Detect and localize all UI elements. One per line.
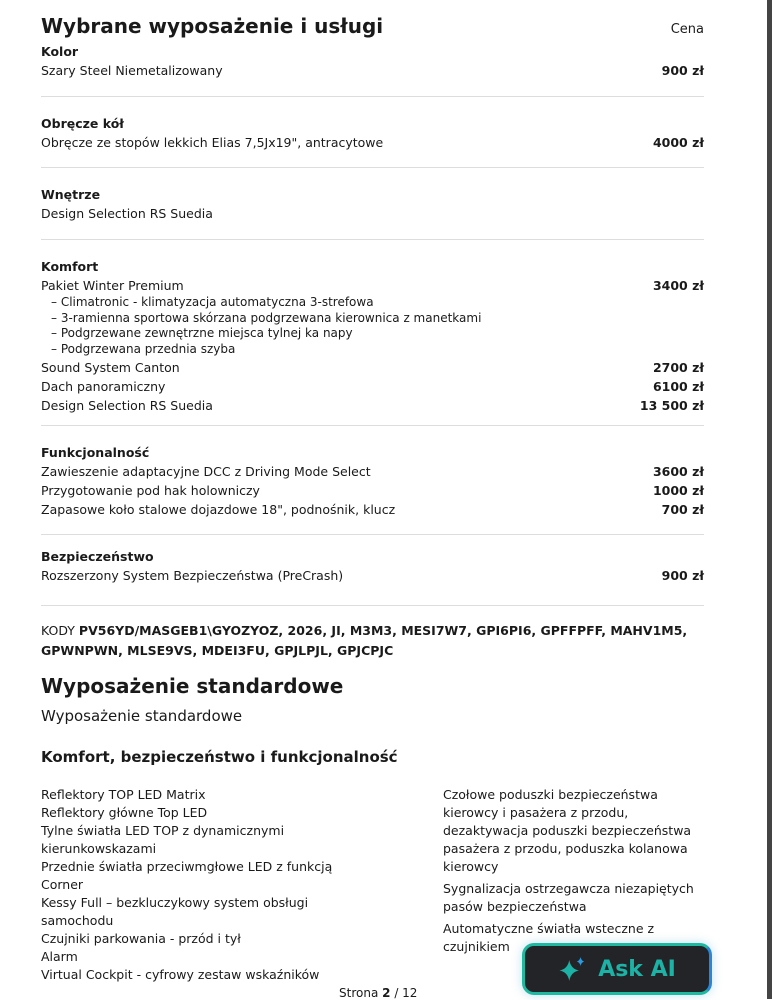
item-price: 1000 zł: [652, 483, 704, 498]
standard-item: Kessy Full – bezkluczykowy system obsługi samochodu: [41, 895, 309, 928]
item-price: 900 zł: [661, 568, 704, 583]
divider: [41, 605, 704, 606]
section-heading: Kolor: [41, 44, 79, 59]
page-number: 2: [382, 986, 391, 1000]
equipment-row: [41, 377, 704, 396]
section-2: [41, 185, 704, 223]
codes-label: KODY: [41, 623, 75, 638]
equipment-row: [41, 462, 704, 481]
item-price: 900 zł: [661, 63, 704, 78]
section-4: [41, 443, 704, 519]
equipment-row: [41, 500, 704, 519]
section-heading: Obręcze kół: [41, 116, 124, 131]
item-label: Dach panoramiczny: [41, 378, 166, 394]
subitem: – 3-ramienna sportowa skórzana podgrzewana kierownica z manetkami: [51, 310, 482, 325]
ask-ai-label: Ask AI: [598, 956, 676, 982]
standard-item: Alarm: [41, 949, 78, 964]
page-total: / 12: [394, 986, 418, 1000]
item-label: Zawieszenie adaptacyjne DCC z Driving Mode Select: [41, 464, 371, 479]
standard-item: Reflektory główne Top LED: [41, 805, 208, 820]
equipment-row: [41, 61, 704, 80]
equipment-row: [41, 204, 704, 223]
codes: [41, 621, 704, 661]
item-label: Przygotowanie pod hak holowniczy: [41, 483, 260, 498]
item-price: 4000 zł: [652, 135, 704, 150]
page-prefix: Strona: [339, 986, 379, 1000]
item-price: 13 500 zł: [639, 397, 704, 413]
standard-item: Reflektory TOP LED Matrix: [41, 787, 206, 802]
standard-item: Tylne światła LED TOP z dynamicznymi kierunkowskazami: [41, 823, 285, 856]
divider: [41, 96, 704, 97]
item-price: 3400 zł: [652, 278, 704, 293]
item-label: Szary Steel Niemetalizowany: [41, 63, 223, 78]
section-5: [41, 547, 704, 585]
divider: [41, 425, 704, 426]
item-label: Design Selection RS Suedia: [41, 206, 213, 221]
section-1: [41, 114, 704, 152]
section-3: [41, 257, 704, 415]
divider: [41, 534, 704, 535]
item-price: 700 zł: [661, 502, 704, 517]
equipment-row: [41, 276, 704, 295]
equipment-row: [41, 358, 704, 377]
item-price: 3600 zł: [652, 464, 704, 479]
standard-item: Czołowe poduszki bezpieczeństwa kierowcy i pasażera z przodu, dezaktywacja poduszki bezpieczeństwa pasażera z przodu, poduszka kolanowa kierowcy: [443, 787, 692, 874]
item-price: 2700 zł: [652, 359, 704, 375]
section-heading: Funkcjonalność: [41, 445, 150, 460]
standard-subtitle: Wyposażenie standardowe: [41, 707, 243, 725]
subitem: – Climatronic - klimatyzacja automatyczna 3-strefowa: [51, 295, 374, 309]
codes-value: PV56YD/MASGEB1\GYOZYOZ, 2026, JI, M3M3, MESI7W7, GPI6PI6, GPFFPFF, MAHV1M5, GPWNPWN, MLSE9VS, MDEI3FU, GPJLPJL, GPJCPJC: [41, 623, 688, 658]
scrollbar[interactable]: [767, 0, 772, 999]
item-label: Sound System Canton: [41, 359, 180, 375]
equipment-row: [41, 396, 704, 415]
page-indicator: [339, 986, 417, 1000]
item-label: Rozszerzony System Bezpieczeństwa (PreCrash): [41, 568, 344, 583]
divider: [41, 167, 704, 168]
item-label: Design Selection RS Suedia: [41, 397, 213, 413]
standard-list-left: [41, 786, 341, 984]
price-header: Cena: [670, 22, 704, 37]
standard-group-heading: Komfort, bezpieczeństwo i funkcjonalność: [41, 748, 398, 766]
standard-title: Wyposażenie standardowe: [41, 674, 344, 698]
standard-item: Virtual Cockpit - cyfrowy zestaw wskaźników: [41, 967, 320, 982]
subitem: – Podgrzewane zewnętrzne miejsca tylnej ka napy: [51, 326, 353, 341]
equipment-row: [41, 481, 704, 500]
item-price: 6100 zł: [652, 378, 704, 394]
standard-list-right: [443, 786, 703, 960]
standard-item: Automatyczne światła wsteczne z czujnikiem: [443, 921, 655, 954]
standard-item: Przednie światła przeciwmgłowe LED z funkcją Corner: [41, 859, 333, 892]
section-heading: Bezpieczeństwo: [41, 549, 154, 564]
equipment-row: [41, 566, 704, 585]
page-title: Wybrane wyposażenie i usługi: [41, 14, 384, 38]
item-label: Zapasowe koło stalowe dojazdowe 18", podnośnik, klucz: [41, 502, 396, 517]
ask-ai-button[interactable]: [522, 943, 712, 995]
section-heading: Wnętrze: [41, 187, 101, 202]
header: [41, 14, 704, 38]
item-label: Pakiet Winter Premium: [41, 278, 184, 293]
section-heading: Komfort: [41, 259, 99, 274]
item-label: Obręcze ze stopów lekkich Elias 7,5Jx19", antracytowe: [41, 135, 384, 150]
standard-item: Sygnalizacja ostrzegawcza niezapiętych pasów bezpieczeństwa: [443, 881, 694, 914]
subitem: – Podgrzewana przednia szyba: [51, 342, 236, 357]
standard-item: Czujniki parkowania - przód i tył: [41, 931, 241, 946]
equipment-row: [41, 133, 704, 152]
divider: [41, 239, 704, 240]
sparkle-icon: [558, 954, 588, 984]
section-0: [41, 42, 704, 80]
